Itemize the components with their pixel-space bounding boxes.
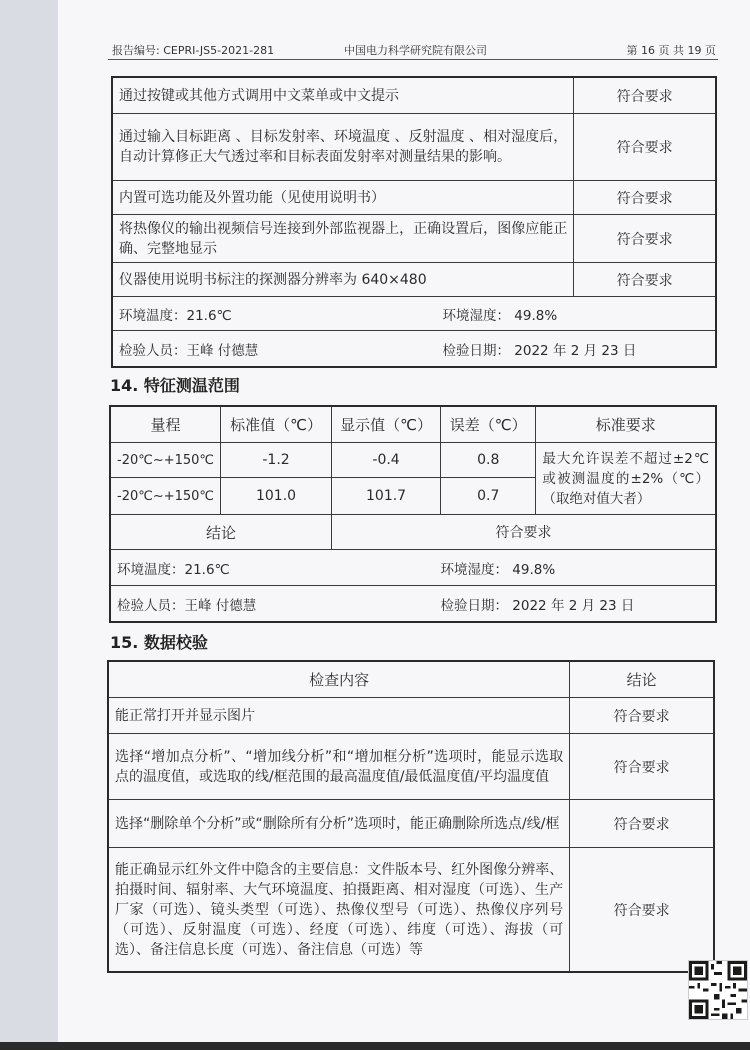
table-row [109,800,714,848]
table-header-row [111,407,716,443]
inspection-date: 检验日期： 2022 年 2 月 23 日 [442,342,637,359]
conclusion-row [111,515,716,550]
table-row [113,215,716,263]
function-check-table [112,77,716,367]
check-item: 仪器使用说明书标注的探测器分辨率为 640×480 [113,263,574,297]
inspectors: 检验人员：王峰 付德慧 [119,342,259,359]
page-number: 第 16 页 共 19 页 [626,44,716,57]
table-row [113,114,716,181]
display-value: -0.4 [332,443,441,478]
check-result: 符合要求 [574,263,716,297]
temperature-range-table [110,406,716,622]
check-result: 符合要求 [574,78,716,114]
header-rule [108,59,718,60]
data-verification-table [108,661,714,972]
error-value: 0.8 [441,443,536,478]
check-item: 内置可选功能及外置功能（见使用说明书） [113,181,574,215]
conclusion-value: 符合要求 [332,515,716,550]
inspectors: 检验人员：王峰 付德慧 [117,597,257,614]
check-result: 符合要求 [574,114,716,181]
check-item: 选择“增加点分析”、“增加线分析”和“增加框分析”选项时，能显示选取点的温度值，或选取的线/框范围的最高温度值/最低温度值/平均温度值 [109,734,570,800]
environment-humidity: 环境湿度： 49.8% [442,307,558,324]
section-heading: 15. 数据校验 [110,633,208,652]
check-result: 符合要求 [570,734,714,800]
standard-value: -1.2 [221,443,332,478]
check-result: 符合要求 [574,215,716,263]
table-row [113,263,716,297]
table-row [109,698,714,734]
check-item: 能正确显示红外文件中隐含的主要信息：文件版本号、红外图像分辨率、拍摄时间、辐射率、大气环境温度、拍摄距离、相对湿度（可选）、生产厂家（可选）、镜头类型（可选）、热像仪型号（可选）、热像仪序列号（可选）、反射温度（可选）、经度（可选）、纬度（可选）、海拔（可选）、备注信息长度（可选）、备注信息（可选）等 [109,848,570,972]
table-row [111,443,716,478]
standard-requirement: 最大允许误差不超过±2℃或被测温度的±2%（℃）（取绝对值大者） [536,443,716,515]
table-row [109,734,714,800]
environment-row [113,297,716,331]
display-value: 101.7 [332,478,441,515]
check-item: 选择“删除单个分析”或“删除所有分析”选项时，能正确删除所选点/线/框 [109,800,570,848]
inspector-row [113,331,716,367]
qr-code [688,960,748,1020]
range-cell: -20℃~+150℃ [111,478,221,515]
inspector-row [111,586,716,622]
scan-edge [0,1042,750,1050]
column-header: 误差（℃） [441,407,536,443]
column-header: 显示值（℃） [332,407,441,443]
check-item: 能正常打开并显示图片 [109,698,570,734]
environment-row [111,550,716,586]
column-header: 结论 [570,662,714,698]
section-heading: 14. 特征测温范围 [110,376,240,395]
standard-value: 101.0 [221,478,332,515]
check-result: 符合要求 [570,800,714,848]
page-edge [0,0,58,1050]
range-cell: -20℃~+150℃ [111,443,221,478]
column-header: 标准值（℃） [221,407,332,443]
table-header-row [109,662,714,698]
environment-temperature: 环境温度：21.6℃ [117,561,230,578]
column-header: 标准要求 [536,407,716,443]
table-row [113,181,716,215]
inspection-date: 检验日期： 2022 年 2 月 23 日 [440,597,635,614]
conclusion-label: 结论 [111,515,332,550]
check-result: 符合要求 [570,848,714,972]
column-header: 检查内容 [109,662,570,698]
check-item: 通过输入目标距离 、目标发射率、环境温度 、反射温度 、相对湿度后，自动计算修正大气透过率和目标表面发射率对测量结果的影响。 [113,114,574,181]
error-value: 0.7 [441,478,536,515]
check-result: 符合要求 [570,698,714,734]
check-item: 将热像仪的输出视频信号连接到外部监视器上，正确设置后，图像应能正确、完整地显示 [113,215,574,263]
table-row [113,78,716,114]
institute-name: 中国电力科学研究院有限公司 [344,44,487,57]
page-header [112,38,716,58]
environment-temperature: 环境温度：21.6℃ [119,307,232,324]
check-result: 符合要求 [574,181,716,215]
check-item: 通过按键或其他方式调用中文菜单或中文提示 [113,78,574,114]
column-header: 量程 [111,407,221,443]
environment-humidity: 环境湿度： 49.8% [440,561,556,578]
table-row [109,848,714,972]
report-number: 报告编号: CEPRI-JS5-2021-281 [112,44,275,57]
